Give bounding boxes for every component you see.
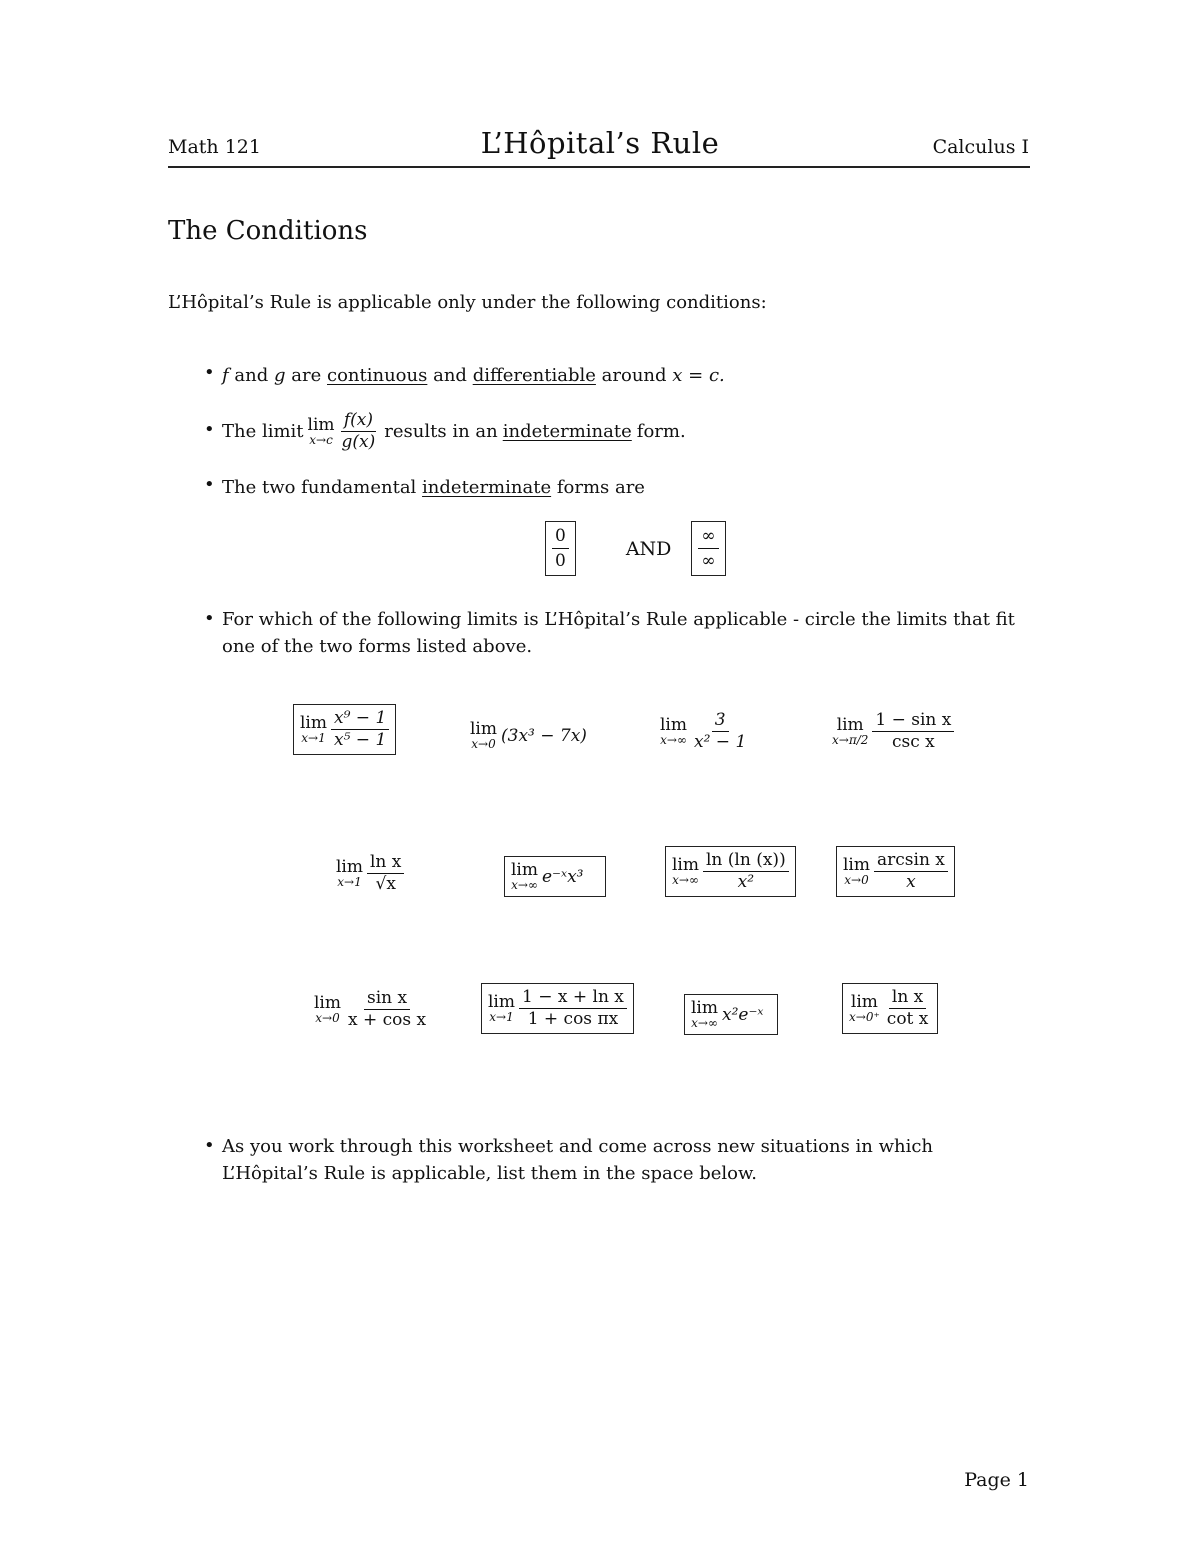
- limit-operator: [832, 716, 868, 747]
- denominator: x + cos x: [348, 1010, 427, 1030]
- expression: e⁻ˣx³: [542, 866, 584, 887]
- lim-subscript: x→1: [337, 875, 362, 889]
- limit-item-1: [293, 704, 396, 755]
- fraction: [703, 850, 789, 893]
- bullet-continuity: [222, 362, 725, 389]
- subject-label: Calculus I: [932, 136, 1029, 158]
- bullet-limit-form: [222, 404, 686, 458]
- fraction: [884, 987, 932, 1030]
- numerator: sin x: [364, 988, 410, 1010]
- term-indeterminate: indeterminate: [502, 420, 632, 442]
- limit-item-2: [470, 720, 587, 751]
- intro-text: L’Hôpital’s Rule is applicable only under the following conditions:: [168, 292, 767, 313]
- limit-box: [293, 704, 396, 755]
- limit-box: [481, 983, 634, 1034]
- denominator: ∞: [701, 551, 716, 571]
- lim-subscript: x→1: [489, 1010, 514, 1024]
- numerator: ln x: [367, 852, 404, 874]
- bullet-dot: •: [204, 362, 215, 383]
- course-label: Math 121: [168, 136, 261, 158]
- limit-box: [684, 994, 778, 1035]
- lim-word: lim: [336, 857, 363, 877]
- limit-box: [842, 983, 938, 1034]
- limit-operator: [314, 994, 341, 1025]
- limit-operator: [660, 716, 687, 747]
- limit-item-11: [684, 994, 778, 1035]
- limit-operator: [308, 416, 335, 447]
- text-forms-are: forms are: [556, 477, 645, 498]
- denominator: 0: [555, 551, 566, 571]
- lim-word: lim: [488, 992, 515, 1012]
- expression: x²e⁻ˣ: [722, 1004, 764, 1025]
- limit-box: [504, 856, 606, 897]
- lim-subscript: x→0: [471, 737, 496, 751]
- numerator: ln x: [889, 987, 926, 1009]
- lim-subscript: x→1: [301, 731, 326, 745]
- limit-operator: [843, 856, 870, 887]
- fraction: [331, 708, 389, 751]
- fraction: [874, 850, 948, 893]
- bullet-dot: •: [204, 419, 215, 440]
- bullet-forms: [222, 474, 645, 501]
- lim-subscript: x→c: [309, 432, 333, 447]
- lim-word: lim: [843, 855, 870, 875]
- bullet-dot: •: [204, 608, 215, 629]
- header-divider: [168, 166, 1030, 168]
- limit-operator: [672, 856, 699, 887]
- lim-subscript: x→π/2: [832, 733, 869, 747]
- f-var: f: [222, 365, 229, 386]
- term-differentiable: differentiable: [472, 365, 596, 386]
- text-form: form.: [636, 420, 686, 442]
- numerator: 3: [712, 710, 729, 732]
- fraction-f-over-g: [339, 410, 379, 453]
- numerator: 1 − x + ln x: [519, 987, 627, 1009]
- lim-subscript: x→0⁺: [849, 1010, 880, 1024]
- denominator: √x: [375, 874, 396, 894]
- denominator: 1 + cos πx: [527, 1009, 619, 1029]
- and-label: AND: [625, 537, 672, 560]
- limit-item-4: [832, 710, 954, 753]
- denominator: csc x: [891, 732, 935, 752]
- lim-word: lim: [691, 998, 718, 1018]
- limit-operator: [470, 720, 497, 751]
- lim-word: lim: [307, 414, 335, 435]
- lim-word: lim: [314, 993, 341, 1013]
- numerator: x⁹ − 1: [331, 708, 389, 730]
- limit-item-9: [314, 988, 429, 1031]
- g-var: g: [274, 365, 286, 386]
- lim-subscript: x→∞: [660, 733, 687, 747]
- limit-box: [665, 846, 796, 897]
- limit-item-6: [504, 856, 606, 897]
- fraction: [367, 852, 404, 895]
- section-heading: The Conditions: [168, 216, 368, 246]
- limit-operator: [488, 993, 515, 1024]
- denominator: x² − 1: [694, 732, 747, 752]
- lim-word: lim: [300, 713, 327, 733]
- limit-item-10: [481, 983, 634, 1034]
- lim-subscript: x→0: [315, 1011, 340, 1025]
- lim-word: lim: [850, 992, 878, 1012]
- fraction: [691, 710, 749, 753]
- term-continuous: continuous: [327, 365, 428, 386]
- lim-word: lim: [660, 715, 687, 735]
- text-and: and: [433, 365, 467, 386]
- text-fundamental: The two fundamental: [222, 477, 417, 498]
- text-around: around: [601, 365, 667, 386]
- text-and: and: [234, 365, 269, 386]
- form-inf-over-inf: [691, 521, 725, 576]
- fraction: [872, 710, 954, 753]
- limit-item-8: [836, 846, 955, 897]
- fraction: [519, 987, 627, 1030]
- limit-operator: [336, 858, 363, 889]
- fraction: [345, 988, 429, 1031]
- limit-item-12: [842, 983, 938, 1034]
- numerator: 1 − sin x: [872, 710, 954, 732]
- limit-item-3: [660, 710, 749, 753]
- text-are: are: [291, 365, 322, 386]
- lim-subscript: x→0: [844, 873, 869, 887]
- text-the-limit: The limit: [222, 420, 304, 442]
- text-results: results in an: [384, 420, 498, 442]
- limit-item-7: [665, 846, 796, 897]
- numerator: 0: [552, 524, 569, 549]
- bullet-dot: •: [204, 474, 215, 495]
- bullet-dot: •: [204, 1135, 215, 1156]
- numerator: arcsin x: [874, 850, 948, 872]
- limit-box: [836, 846, 955, 897]
- term-indeterminate: indeterminate: [422, 477, 552, 498]
- form-zero-over-zero: [545, 521, 576, 576]
- limit-operator: [849, 993, 880, 1024]
- numerator: ln (ln (x)): [703, 850, 789, 872]
- page-title: L’Hôpital’s Rule: [480, 126, 720, 160]
- lim-subscript: x→∞: [691, 1016, 718, 1030]
- expression: (3x³ − 7x): [501, 725, 587, 746]
- lim-word: lim: [836, 715, 864, 735]
- denominator: g(x): [341, 431, 376, 452]
- lim-subscript: x→∞: [511, 878, 538, 892]
- denominator: x⁵ − 1: [334, 730, 387, 750]
- equation-x-eq-c: x = c.: [672, 365, 725, 386]
- denominator: x²: [737, 872, 755, 892]
- lim-word: lim: [672, 855, 699, 875]
- limit-operator: [511, 861, 538, 892]
- limit-operator: [300, 714, 327, 745]
- lim-word: lim: [470, 719, 497, 739]
- bullet-instructions: As you work through this worksheet and come across new situations in which L’Hôpital’s Rule is applicable, list them in the space below.: [222, 1136, 934, 1184]
- denominator: cot x: [886, 1009, 929, 1029]
- numerator: f(x): [341, 410, 376, 432]
- indeterminate-forms: [545, 521, 726, 576]
- lim-word: lim: [511, 860, 538, 880]
- limit-item-5: [336, 852, 404, 895]
- bullet-question: For which of the following limits is L’Hôpital’s Rule applicable - circle the limits that fit one of the two forms listed above.: [222, 609, 1015, 657]
- limit-operator: [691, 999, 718, 1030]
- lim-subscript: x→∞: [672, 873, 699, 887]
- numerator: ∞: [698, 524, 718, 549]
- denominator: x: [906, 872, 916, 892]
- page-number: Page 1: [964, 1469, 1029, 1491]
